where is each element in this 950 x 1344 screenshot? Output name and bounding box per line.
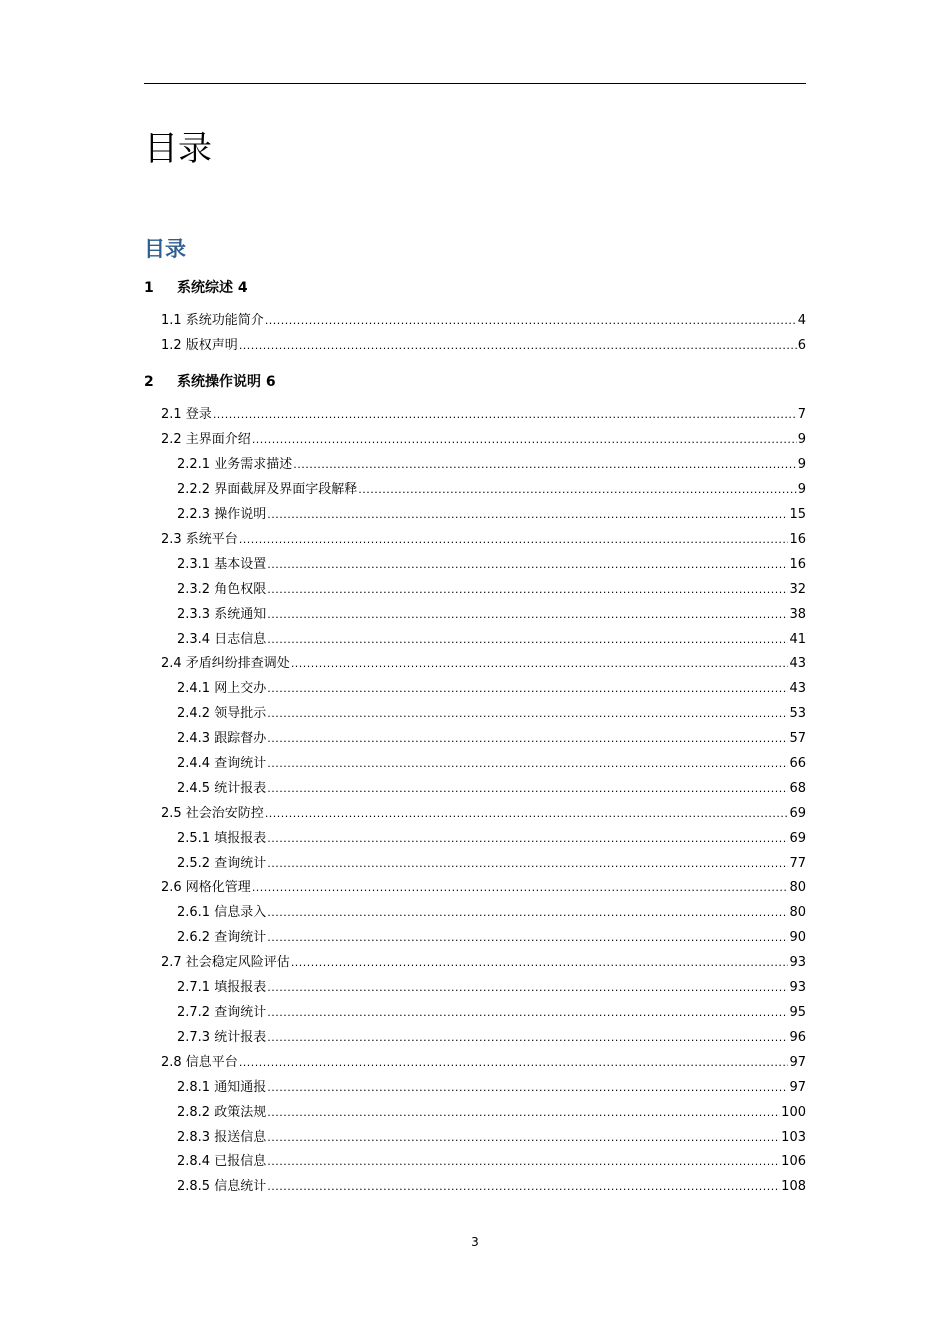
toc-leader-dots — [267, 680, 788, 698]
toc-leader-dots — [267, 1104, 780, 1122]
toc-entry[interactable] — [177, 929, 806, 947]
toc-entry[interactable] — [177, 705, 806, 723]
toc-entry-label: 2.4.4 查询统计 — [177, 756, 267, 771]
toc-leader-dots — [267, 1178, 780, 1196]
toc-entry-page: 9 — [797, 457, 806, 472]
toc-leader-dots — [293, 456, 797, 474]
toc-entry-page: 68 — [789, 781, 806, 796]
toc-entry[interactable] — [177, 904, 806, 922]
toc-entry-label: 2.7.3 统计报表 — [177, 1030, 267, 1045]
toc-entry-page: 106 — [781, 1154, 806, 1169]
toc-entry-page: 95 — [789, 1005, 806, 1020]
toc-entry[interactable] — [177, 581, 806, 599]
toc-entry-page: 32 — [789, 582, 806, 597]
toc-leader-dots — [239, 337, 797, 355]
toc-leader-dots — [267, 1079, 788, 1097]
toc-entry-label: 2.3.3 系统通知 — [177, 607, 267, 622]
toc-entry-label: 2.8.3 报送信息 — [177, 1130, 267, 1145]
toc-entry-page: 7 — [797, 407, 806, 422]
toc-entry-page: 4 — [797, 313, 806, 328]
toc-entry-label: 2.6 网格化管理 — [161, 880, 251, 895]
toc-leader-dots — [267, 556, 788, 574]
toc-entry[interactable] — [161, 879, 806, 897]
toc-leader-dots — [267, 929, 788, 947]
toc-entry[interactable] — [177, 481, 806, 499]
toc-entry[interactable] — [177, 680, 806, 698]
toc-chapter-1[interactable] — [144, 278, 248, 298]
toc-leader-dots — [267, 1153, 780, 1171]
toc-entry-page: 96 — [789, 1030, 806, 1045]
toc-entry-label: 2.2.3 操作说明 — [177, 507, 267, 522]
toc-entry-page: 9 — [797, 482, 806, 497]
toc-leader-dots — [267, 1004, 788, 1022]
toc-entry-label: 2.4.3 跟踪督办 — [177, 731, 267, 746]
toc-leader-dots — [267, 830, 788, 848]
toc-entry[interactable] — [177, 556, 806, 574]
toc-leader-dots — [267, 730, 788, 748]
toc-entry[interactable] — [177, 1153, 806, 1171]
toc-entry-label: 2.8.2 政策法规 — [177, 1105, 267, 1120]
toc-leader-dots — [213, 406, 797, 424]
toc-entry-label: 2.3.4 日志信息 — [177, 632, 267, 647]
toc-leader-dots — [267, 705, 788, 723]
toc-entry-page: 38 — [789, 607, 806, 622]
toc-entry-label: 2.6.2 查询统计 — [177, 930, 267, 945]
toc-leader-dots — [358, 481, 797, 499]
toc-entry-label: 2.7.2 查询统计 — [177, 1005, 267, 1020]
toc-entry[interactable] — [161, 1054, 806, 1072]
toc-leader-dots — [267, 979, 788, 997]
toc-leader-dots — [291, 954, 789, 972]
toc-leader-dots — [267, 1029, 788, 1047]
toc-entry-page: 16 — [789, 557, 806, 572]
toc-entry-label: 2.3 系统平台 — [161, 532, 238, 547]
toc-leader-dots — [265, 312, 797, 330]
toc-entry[interactable] — [161, 805, 806, 823]
toc-entry-page: 90 — [789, 930, 806, 945]
toc-entry-page: 80 — [789, 905, 806, 920]
toc-entry-page: 9 — [797, 432, 806, 447]
toc-leader-dots — [265, 805, 789, 823]
toc-entry[interactable] — [177, 456, 806, 474]
toc-entry-label: 2.8.5 信息统计 — [177, 1179, 267, 1194]
toc-entry[interactable] — [161, 337, 806, 355]
toc-entry-label: 2.4.1 网上交办 — [177, 681, 267, 696]
toc-entry[interactable] — [161, 531, 806, 549]
toc-entry-page: 69 — [789, 806, 806, 821]
toc-chapter-number: 2 — [144, 374, 154, 390]
toc-entry[interactable] — [177, 606, 806, 624]
toc-entry-label: 2.2 主界面介绍 — [161, 432, 251, 447]
toc-entry-page: 80 — [789, 880, 806, 895]
page-title: 目录 — [144, 129, 212, 169]
toc-leader-dots — [267, 755, 788, 773]
toc-chapter-title: 系统综述 4 — [177, 280, 248, 296]
toc-leader-dots — [267, 904, 788, 922]
toc-entry[interactable] — [177, 1104, 806, 1122]
toc-entry-page: 66 — [789, 756, 806, 771]
toc-entry-label: 2.7.1 填报报表 — [177, 980, 267, 995]
toc-entry-label: 2.3.1 基本设置 — [177, 557, 267, 572]
toc-entry-label: 1.2 版权声明 — [161, 338, 238, 353]
toc-entry-page: 16 — [789, 532, 806, 547]
toc-entry-label: 1.1 系统功能简介 — [161, 313, 264, 328]
header-rule — [144, 83, 806, 84]
toc-entry[interactable] — [161, 655, 806, 673]
toc-entry[interactable] — [177, 1079, 806, 1097]
toc-entry[interactable] — [177, 506, 806, 524]
toc-leader-dots — [252, 879, 789, 897]
toc-entry-label: 2.4.2 领导批示 — [177, 706, 267, 721]
toc-entry-label: 2.7 社会稳定风险评估 — [161, 955, 290, 970]
toc-chapter-number: 1 — [144, 280, 154, 296]
toc-entry[interactable] — [177, 1178, 806, 1196]
toc-entry-label: 2.2.1 业务需求描述 — [177, 457, 293, 472]
toc-entry[interactable] — [177, 755, 806, 773]
toc-entry-page: 77 — [789, 856, 806, 871]
toc-entry-page: 6 — [797, 338, 806, 353]
toc-entry[interactable] — [177, 780, 806, 798]
toc-leader-dots — [267, 631, 788, 649]
toc-leader-dots — [267, 1129, 780, 1147]
toc-entry-page: 108 — [781, 1179, 806, 1194]
toc-entry-label: 2.5.2 查询统计 — [177, 856, 267, 871]
toc-entry-label: 2.4.5 统计报表 — [177, 781, 267, 796]
toc-entry-page: 103 — [781, 1130, 806, 1145]
toc-leader-dots — [267, 606, 788, 624]
toc-entry[interactable] — [177, 1004, 806, 1022]
toc-entry[interactable] — [161, 406, 806, 424]
toc-entry-label: 2.4 矛盾纠纷排查调处 — [161, 656, 290, 671]
toc-chapter-title: 系统操作说明 6 — [177, 374, 276, 390]
toc-entry[interactable] — [161, 431, 806, 449]
toc-entry[interactable] — [177, 855, 806, 873]
toc-leader-dots — [291, 655, 789, 673]
toc-entry-label: 2.8 信息平台 — [161, 1055, 238, 1070]
toc-entry-label: 2.8.4 已报信息 — [177, 1154, 267, 1169]
toc-entry[interactable] — [161, 312, 806, 330]
toc-leader-dots — [267, 780, 788, 798]
toc-leader-dots — [267, 855, 788, 873]
toc-entry-label: 2.5.1 填报报表 — [177, 831, 267, 846]
toc-entry[interactable] — [177, 1129, 806, 1147]
toc-leader-dots — [239, 1054, 789, 1072]
toc-entry-page: 43 — [789, 681, 806, 696]
toc-entry[interactable] — [161, 954, 806, 972]
toc-leader-dots — [252, 431, 797, 449]
toc-entry-label: 2.2.2 界面截屏及界面字段解释 — [177, 482, 358, 497]
toc-entry-page: 15 — [789, 507, 806, 522]
toc-entry-label: 2.8.1 通知通报 — [177, 1080, 267, 1095]
toc-entry-page: 69 — [789, 831, 806, 846]
toc-heading: 目录 — [144, 237, 186, 261]
toc-entry-page: 41 — [789, 632, 806, 647]
toc-entry[interactable] — [177, 631, 806, 649]
toc-entry-label: 2.3.2 角色权限 — [177, 582, 267, 597]
toc-entry-label: 2.1 登录 — [161, 407, 212, 422]
toc-leader-dots — [267, 581, 788, 599]
toc-entry-page: 93 — [789, 955, 806, 970]
toc-entry-page: 57 — [789, 731, 806, 746]
toc-entry[interactable] — [177, 979, 806, 997]
toc-chapter-2[interactable] — [144, 372, 276, 392]
footer-page-number: 3 — [471, 1235, 479, 1249]
toc-entry-page: 93 — [789, 980, 806, 995]
toc-entry-page: 97 — [789, 1055, 806, 1070]
toc-entry-page: 53 — [789, 706, 806, 721]
toc-entry[interactable] — [177, 830, 806, 848]
toc-entry[interactable] — [177, 730, 806, 748]
toc-entry-page: 97 — [789, 1080, 806, 1095]
toc-leader-dots — [239, 531, 789, 549]
toc-entry-label: 2.6.1 信息录入 — [177, 905, 267, 920]
toc-entry-label: 2.5 社会治安防控 — [161, 806, 264, 821]
toc-leader-dots — [267, 506, 788, 524]
toc-entry[interactable] — [177, 1029, 806, 1047]
toc-entry-page: 43 — [789, 656, 806, 671]
toc-entry-page: 100 — [781, 1105, 806, 1120]
